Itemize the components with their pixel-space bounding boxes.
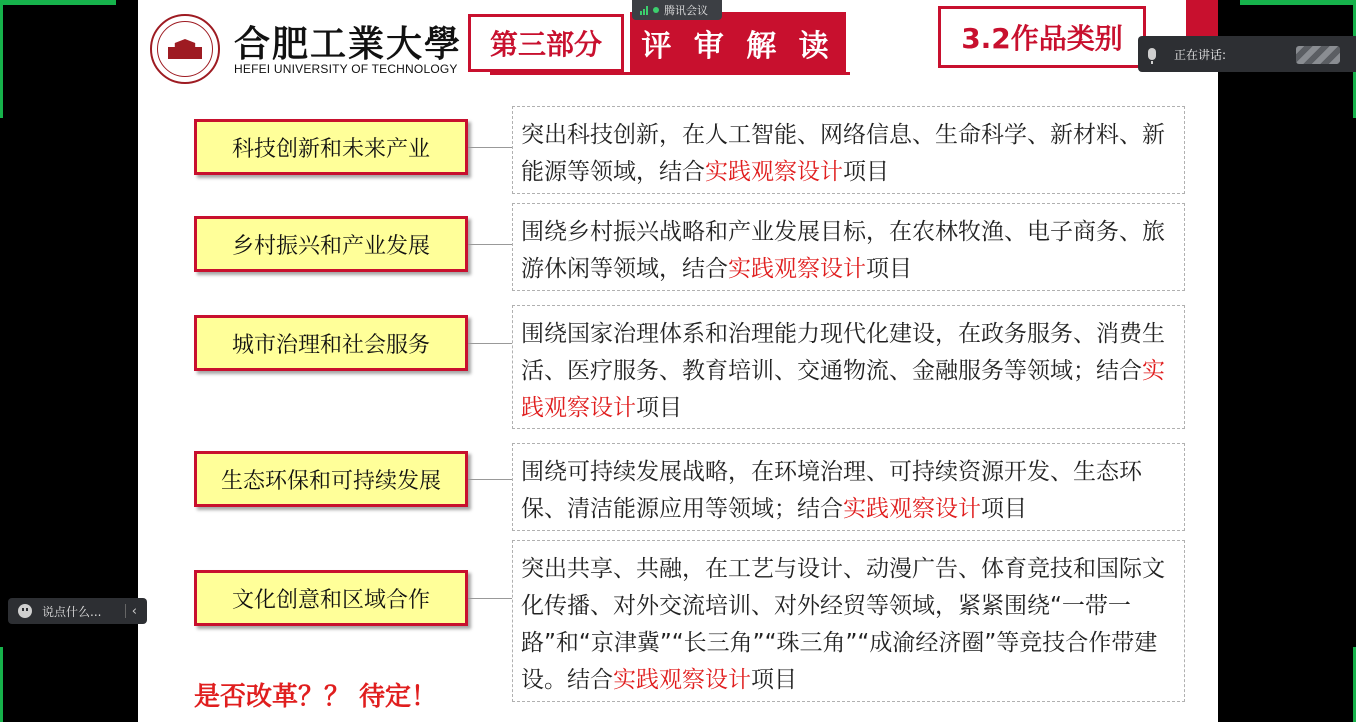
university-name-cn: 合肥工業大學 (234, 23, 463, 65)
connector-line (468, 147, 512, 148)
status-dot-icon (653, 7, 659, 13)
category-desc-5: 突出共享、共融，在工艺与设计、动漫广告、体育竞技和国际文化传播、对外交流培训、对外经贸等领域，紧紧围绕“一带一路”和“京津冀”“长三角”“珠三角”“成渝经济圈”等竞技合作带建设。结合实践观察设计项目 (512, 540, 1185, 702)
window-edge-top-right (1240, 0, 1356, 5)
meeting-app-label: 腾讯会议 (664, 4, 708, 17)
window-edge-top-left (0, 0, 116, 5)
meeting-title-tab[interactable] (632, 0, 722, 20)
signal-icon (640, 6, 648, 15)
smile-icon[interactable] (18, 604, 32, 618)
category-box-4: 生态环保和可持续发展 (194, 451, 468, 507)
presentation-slide (138, 0, 1218, 722)
category-desc-4: 围绕可持续发展战略，在环境治理、可持续资源开发、生态环保、清洁能源应用等领域；结合实践观察设计项目 (512, 443, 1185, 531)
category-box-5: 文化创意和区域合作 (194, 570, 468, 626)
connector-line (468, 244, 512, 245)
university-seal-logo (150, 14, 220, 84)
chat-divider (125, 604, 126, 618)
category-desc-3: 围绕国家治理体系和治理能力现代化建设，在政务服务、消费生活、医疗服务、教育培训、交通物流、金融服务等领域；结合实践观察设计项目 (512, 305, 1185, 429)
chevron-left-icon[interactable]: ‹ (131, 603, 137, 619)
speaker-avatar (1296, 46, 1340, 64)
chat-placeholder[interactable]: 说点什么... (42, 604, 102, 619)
building-icon (168, 39, 202, 59)
bottom-note: 是否改革？？ 待定！ (194, 682, 438, 712)
category-box-3: 城市治理和社会服务 (194, 315, 468, 371)
chat-input-bar[interactable] (8, 598, 147, 624)
slide-title: 评 审 解 读 (630, 12, 846, 74)
connector-line (468, 343, 512, 344)
window-edge-left-upper (0, 0, 3, 118)
section-part-label: 第三部分 (468, 14, 624, 72)
category-desc-2: 围绕乡村振兴战略和产业发展目标，在农林牧渔、电子商务、旅游休闲等领域，结合实践观察设计项目 (512, 203, 1185, 291)
speaking-indicator[interactable] (1138, 36, 1356, 72)
speaking-label: 正在讲话: (1174, 47, 1227, 62)
mic-icon (1148, 48, 1156, 60)
category-desc-1: 突出科技创新，在人工智能、网络信息、生命科学、新材料、新能源等领域，结合实践观察设计项目 (512, 106, 1185, 194)
category-box-1: 科技创新和未来产业 (194, 119, 468, 175)
category-box-2: 乡村振兴和产业发展 (194, 216, 468, 272)
connector-line (468, 479, 512, 480)
window-edge-left-lower (0, 647, 3, 722)
university-name-en: HEFEI UNIVERSITY OF TECHNOLOGY (234, 62, 458, 76)
subsection-label: 3.2作品类别 (938, 6, 1146, 68)
connector-line (468, 598, 512, 599)
